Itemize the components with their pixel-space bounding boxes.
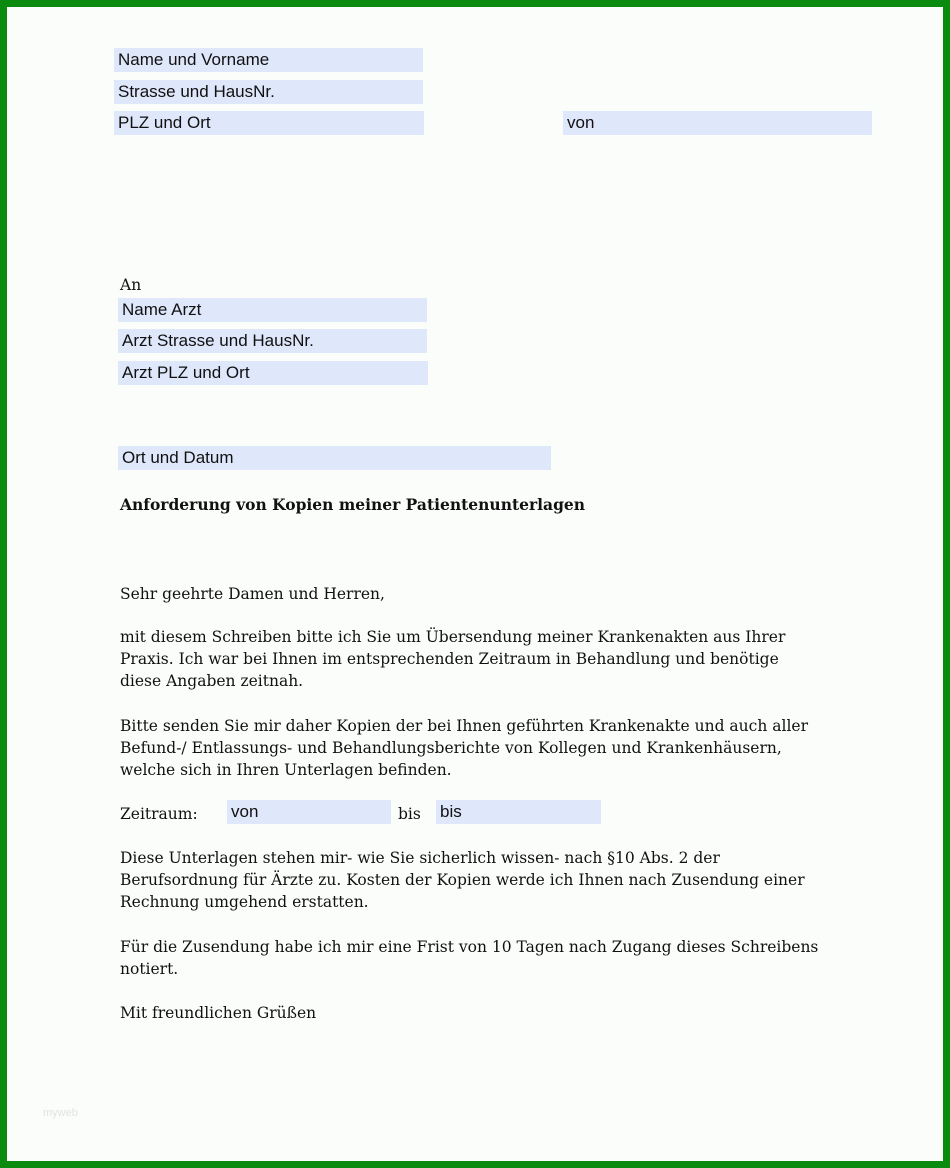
period-label: Zeitraum:	[120, 805, 198, 823]
recipient-street-field[interactable]: Arzt Strasse und HausNr.	[118, 329, 427, 353]
period-between-label: bis	[398, 805, 421, 823]
period-to-field[interactable]: bis	[436, 800, 601, 824]
period-from-field[interactable]: von	[227, 800, 391, 824]
salutation: Sehr geehrte Damen und Herren,	[120, 585, 385, 603]
body-paragraph-2: Bitte senden Sie mir daher Kopien der bei Ihnen geführten Krankenakte und auch aller Befund-/ Entlassungs- und Behandlungsberichte von Kollegen und Krankenhäusern, welche sich in Ihren Unterlagen befinden.	[120, 717, 808, 779]
recipient-prefix: An	[120, 276, 142, 294]
body-paragraph-3: Diese Unterlagen stehen mir- wie Sie sicherlich wissen- nach §10 Abs. 2 der Berufsordnung für Ärzte zu. Kosten der Kopien werde ich Ihnen nach Zusendung einer Rechnung umgehend erstatten.	[120, 849, 805, 911]
recipient-name-field[interactable]: Name Arzt	[118, 298, 427, 322]
watermark-logo: myweb	[43, 1107, 78, 1119]
place-date-field[interactable]: Ort und Datum	[118, 446, 551, 470]
body-paragraph-1: mit diesem Schreiben bitte ich Sie um Übersendung meiner Krankenakten aus Ihrer Praxis. Ich war bei Ihnen im entsprechenden Zeitraum in Behandlung und benötige diese Angaben zeitnah.	[120, 628, 786, 690]
sender-street-field[interactable]: Strasse und HausNr.	[114, 80, 423, 104]
recipient-city-field[interactable]: Arzt PLZ und Ort	[118, 361, 428, 385]
sender-city-field[interactable]: PLZ und Ort	[114, 111, 424, 135]
subject-line: Anforderung von Kopien meiner Patientenunterlagen	[120, 495, 586, 514]
sender-from-field[interactable]: von	[563, 111, 872, 135]
body-paragraph-4: Für die Zusendung habe ich mir eine Frist von 10 Tagen nach Zugang dieses Schreibens notiert.	[120, 938, 819, 978]
sender-name-field[interactable]: Name und Vorname	[114, 48, 423, 72]
closing: Mit freundlichen Grüßen	[120, 1004, 317, 1022]
